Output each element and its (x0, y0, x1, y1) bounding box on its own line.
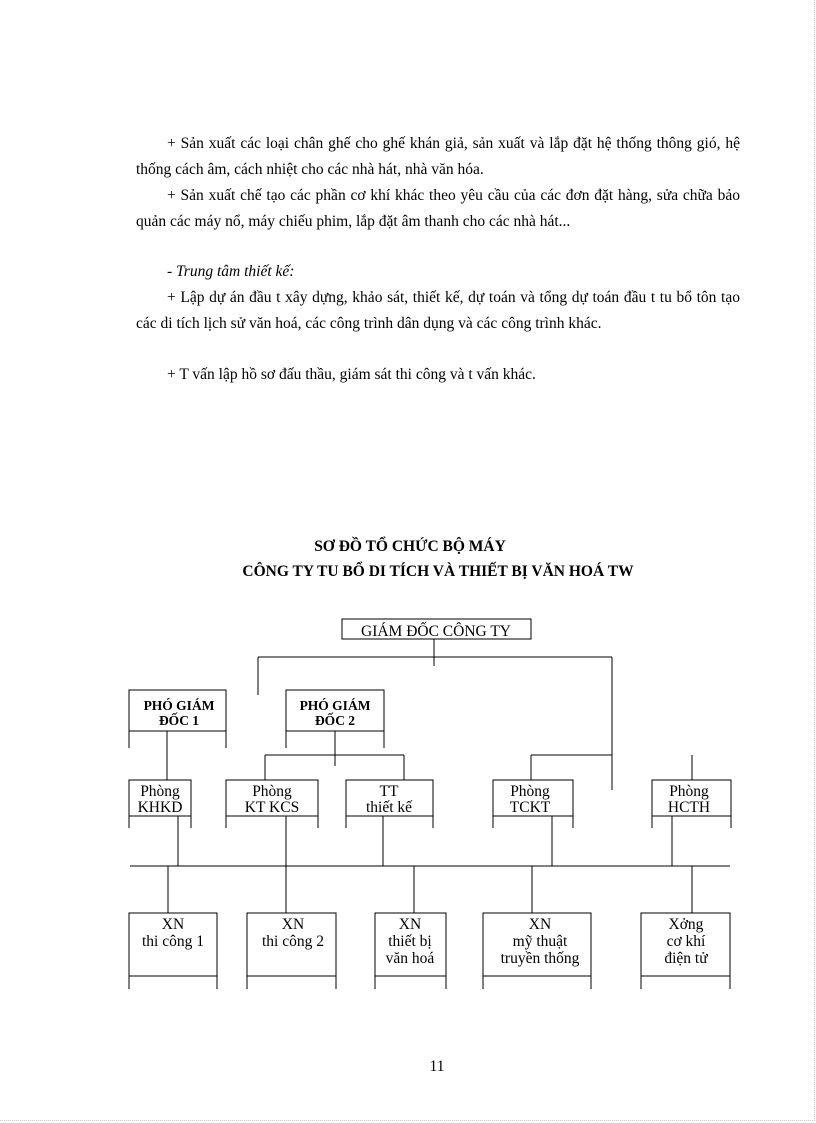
unit5-line2: cơ khí (666, 933, 706, 950)
paragraph-2: + Sản xuất chế tạo các phần cơ khí khác theo yêu cầu của các đơn đặt hàng, sửa chữa bảo quản các máy nổ, máy chiếu phim, lắp đặt âm thanh cho các nhà hát... (136, 187, 740, 230)
unit3-line1: XN (398, 916, 422, 933)
page-number: 11 (429, 1058, 445, 1075)
unit3-box (375, 913, 446, 989)
deputy2-line2: ĐỐC 2 (314, 713, 356, 728)
dept-tt-line2: thiết kế (365, 799, 413, 816)
dept-ktkcs-line2: KT KCS (244, 799, 300, 816)
director-box (342, 619, 531, 640)
unit4-line3: truyền thống (500, 950, 580, 967)
chart-title-line2: CÔNG TY TU BỔ DI TÍCH VÀ THIẾT BỊ VĂN HOÁ TW (242, 563, 634, 580)
unit4-line1: XN (528, 916, 552, 933)
unit3-line2: thiết bị (388, 933, 432, 950)
unit2-box (247, 913, 336, 989)
dept-tt-box (346, 780, 433, 828)
dept-tckt-line1: Phòng (510, 783, 550, 800)
unit1-box (129, 913, 217, 989)
unit5-box (641, 913, 730, 989)
dept-ktkcs-line1: Phòng (252, 783, 292, 800)
dept-hcth-line2: HCTH (667, 799, 711, 816)
unit3-line3: văn hoá (385, 950, 435, 967)
dept-hcth-box (652, 780, 731, 828)
dept-tckt-box (493, 780, 573, 828)
section-heading-design-center: - Trung tâm thiết kế: (167, 263, 295, 280)
dept-khkd-box (129, 780, 191, 828)
dept-hcth-line1: Phòng (669, 783, 709, 800)
paragraph-5: + T vấn lập hồ sơ đấu thầu, giám sát thi công và t vấn khác. (167, 366, 536, 383)
deputy2-line1: PHÓ GIÁM (299, 698, 371, 713)
dept-ktkcs-box (226, 780, 318, 828)
paragraph-1: + Sản xuất các loại chân ghế cho ghế khán giả, sản xuất và lắp đặt hệ thống thông gió, hệ thống cách âm, cách nhiệt cho các nhà hát, nhà văn hóa. (136, 135, 740, 178)
unit1-line2: thi công 1 (142, 933, 204, 950)
unit2-line1: XN (281, 916, 305, 933)
dept-tckt-line2: TCKT (509, 799, 551, 816)
deputy1-line2: ĐỐC 1 (158, 713, 200, 728)
deputy1-line1: PHÓ GIÁM (143, 698, 215, 713)
deputy1-box (129, 690, 226, 748)
unit4-box (483, 913, 591, 989)
chart-title-line1: SƠ ĐỒ TỔ CHỨC BỘ MÁY (314, 538, 506, 555)
dept-khkd-line2: KHKD (137, 799, 183, 816)
dept-tt-line1: TT (379, 783, 399, 800)
paragraph-4: + Lập dự án đầu t xây dựng, khảo sát, thiết kế, dự toán và tổng dự toán đầu t tu bổ tôn tạo các di tích lịch sử văn hoá, các công trình dân dụng và các công trình khác. (136, 289, 740, 332)
unit1-line1: XN (161, 916, 185, 933)
unit4-line2: mỹ thuật (512, 933, 568, 950)
unit5-line3: điện tử (664, 950, 708, 967)
director-label: GIÁM ĐỐC CÔNG TY (361, 623, 511, 640)
unit2-line2: thi công 2 (262, 933, 324, 950)
unit5-line1: Xởng (668, 916, 704, 933)
dept-khkd-line1: Phòng (140, 783, 180, 800)
